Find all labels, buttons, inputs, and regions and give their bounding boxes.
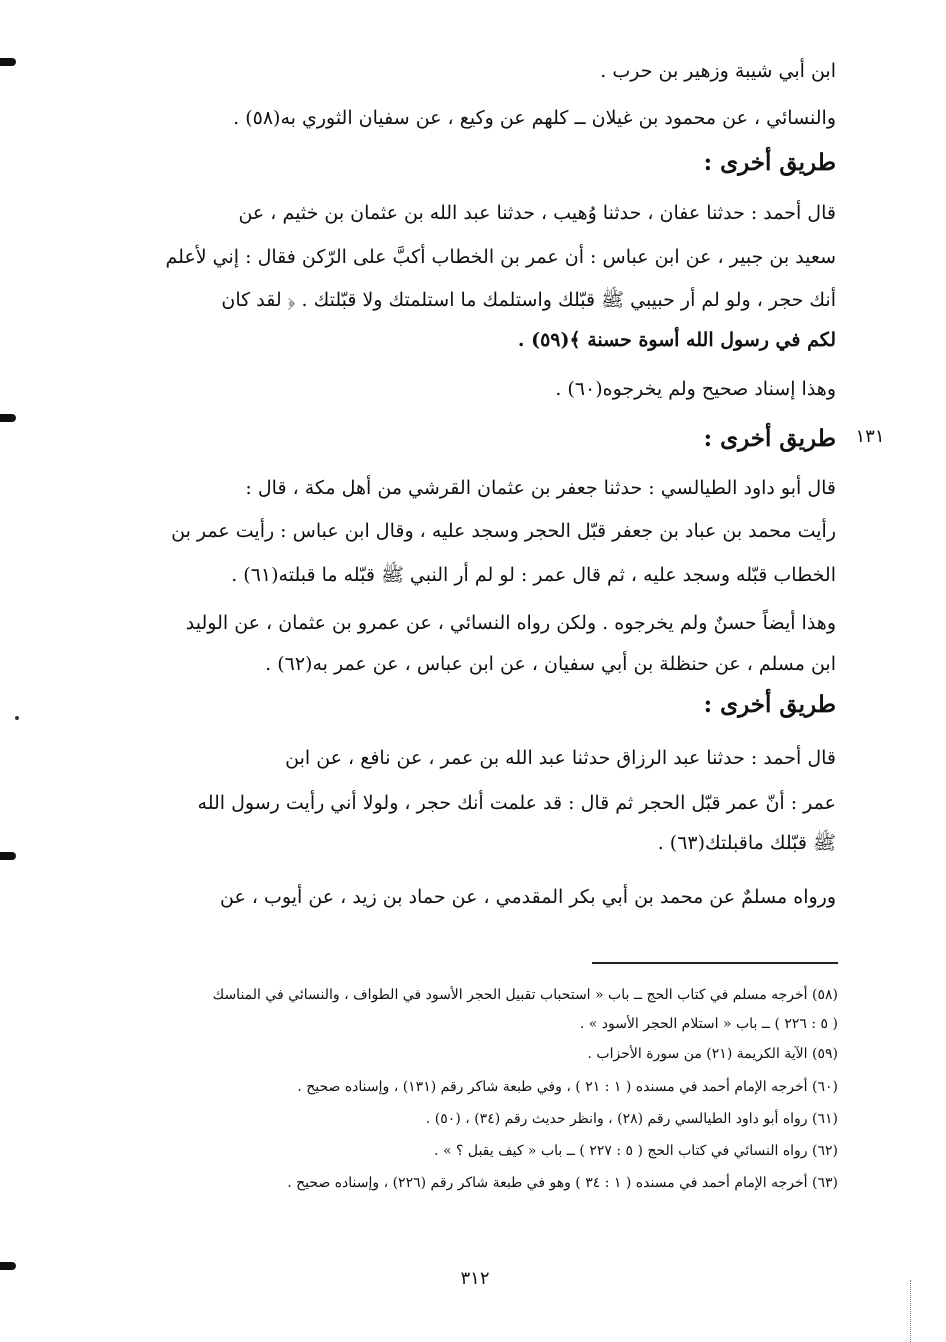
footnote: (٥٨) أخرجه مسلم في كتاب الحج ــ باب « استحباب تقبيل الحجر الأسود في الطواف ، والنسائي في المناسك bbox=[212, 987, 838, 1003]
text-line: رأيت محمد بن عباد بن جعفر قبّل الحجر وسجد عليه ، وقال ابن عباس : رأيت عمر بن bbox=[171, 520, 836, 542]
footnote-divider bbox=[592, 962, 838, 964]
scan-binding-mark bbox=[0, 852, 16, 860]
text-line: الخطاب قبّله وسجد عليه ، ثم قال عمر : لو لم أر النبي ﷺ قبّله ما قبلته(٦١) . bbox=[231, 564, 836, 586]
margin-number: ١٣١ bbox=[855, 426, 885, 447]
scan-speck bbox=[15, 716, 19, 720]
scan-binding-mark bbox=[0, 1262, 16, 1270]
scan-binding-mark bbox=[0, 414, 16, 422]
text-line: ﷺ قبّلك ماقبلتك(٦٣) . bbox=[657, 832, 836, 854]
text-line: وهذا إسناد صحيح ولم يخرجوه(٦٠) . bbox=[555, 378, 836, 400]
text-line: قال أحمد : حدثنا عبد الرزاق حدثنا عبد الله بن عمر ، عن نافع ، عن ابن bbox=[285, 747, 836, 769]
scan-page-edge bbox=[910, 1280, 912, 1342]
text-line: وهذا أيضاً حسنٌ ولم يخرجوه . ولكن رواه النسائي ، عن عمرو بن عثمان ، عن الوليد bbox=[185, 612, 836, 634]
section-heading: طريق أخرى : bbox=[703, 691, 836, 718]
section-heading: طريق أخرى : bbox=[703, 425, 836, 452]
footnote: ( ٥ : ٢٢٦ ) ــ باب « استلام الحجر الأسود » . bbox=[579, 1016, 838, 1032]
text-line: ابن أبي شيبة وزهير بن حرب . bbox=[600, 60, 836, 82]
footnote: (٦٢) رواه النسائي في كتاب الحج ( ٥ : ٢٢٧ ) ــ باب « كيف يقبل ؟ » . bbox=[434, 1143, 838, 1159]
footnote: (٦٠) أخرجه الإمام أحمد في مسنده ( ١ : ٢١ ) ، وفي طبعة شاكر رقم (١٣١) ، وإسناده صحيح . bbox=[297, 1079, 838, 1095]
scan-binding-mark bbox=[0, 58, 16, 66]
footnote: (٦١) رواه أبو داود الطيالسي رقم (٢٨) ، وانظر حديث رقم (٣٤) ، (٥٠) . bbox=[425, 1111, 838, 1127]
footnote: (٥٩) الآية الكريمة (٢١) من سورة الأحزاب . bbox=[587, 1046, 838, 1062]
text-line: لكم في رسول الله أسوة حسنة ﴾(٥٩) . bbox=[517, 329, 836, 351]
footnote: (٦٣) أخرجه الإمام أحمد في مسنده ( ١ : ٣٤ ) وهو في طبعة شاكر رقم (٢٢٦) ، وإسناده صحيح . bbox=[287, 1175, 838, 1191]
text-line: عمر : أنّ عمر قبّل الحجر ثم قال : قد علمت أنك حجر ، ولولا أني رأيت رسول الله bbox=[197, 792, 836, 814]
text-line: قال أبو داود الطيالسي : حدثنا جعفر بن عثمان القرشي من أهل مكة ، قال : bbox=[245, 477, 836, 499]
section-heading: طريق أخرى : bbox=[703, 149, 836, 176]
text-line: أنك حجر ، ولو لم أر حبيبي ﷺ قبّلك واستلمك ما استلمتك ولا قبّلتك . ﴿ لقد كان bbox=[221, 289, 836, 311]
text-line: قال أحمد : حدثنا عفان ، حدثنا وُهيب ، حدثنا عبد الله بن عثمان بن خثيم ، عن bbox=[238, 202, 836, 224]
text-line: ابن مسلم ، عن حنظلة بن أبي سفيان ، عن ابن عباس ، عن عمر به(٦٢) . bbox=[265, 653, 836, 675]
text-line: ورواه مسلمٌ عن محمد بن أبي بكر المقدمي ، عن حماد بن زيد ، عن أيوب ، عن bbox=[220, 886, 836, 908]
text-line: والنسائي ، عن محمود بن غيلان ــ كلهم عن وكيع ، عن سفيان الثوري به(٥٨) . bbox=[233, 107, 836, 129]
page-number: ٣١٢ bbox=[460, 1268, 490, 1289]
text-line: سعيد بن جبير ، عن ابن عباس : أن عمر بن الخطاب أكبَّ على الرّكن فقال : إني لأعلم bbox=[165, 246, 836, 268]
